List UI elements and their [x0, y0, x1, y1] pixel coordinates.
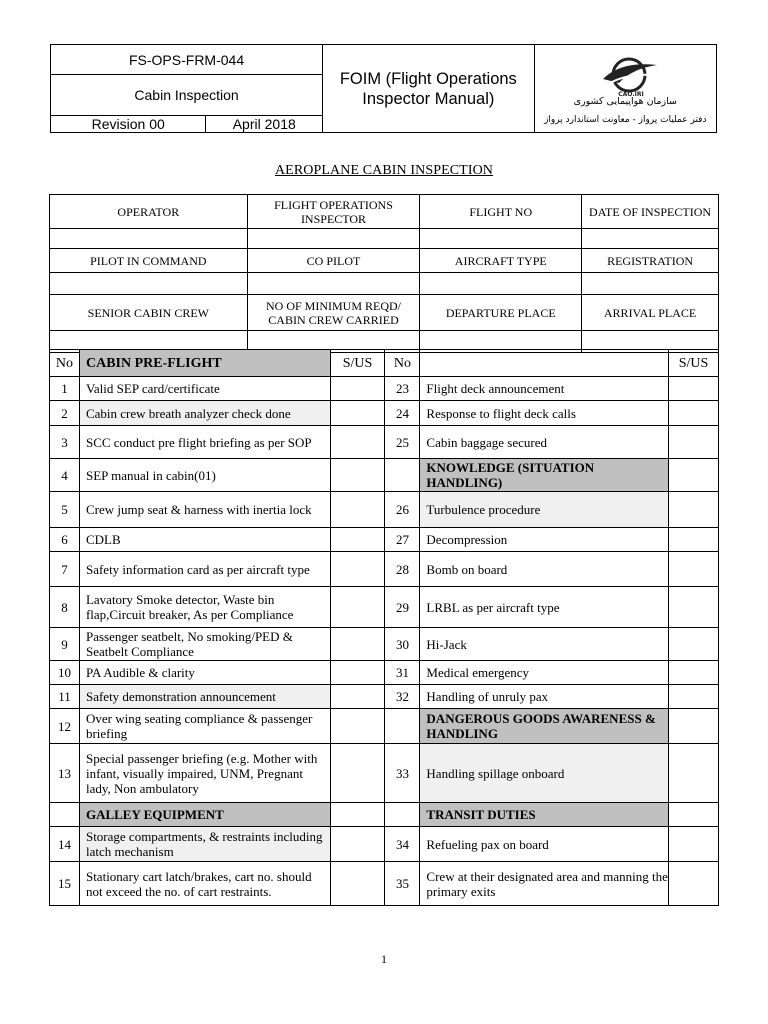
status-cell[interactable] — [669, 528, 719, 552]
status-cell[interactable] — [669, 661, 719, 685]
status-cell[interactable] — [669, 492, 719, 528]
status-cell[interactable] — [330, 459, 385, 492]
item-number — [385, 803, 420, 827]
item-text: Handling spillage onboard — [420, 744, 669, 803]
section-heading: KNOWLEDGE (SITUATION HANDLING) — [420, 459, 669, 492]
item-number: 10 — [50, 661, 80, 685]
inspector-field[interactable] — [247, 229, 420, 249]
item-text: Safety information card as per aircraft type — [79, 552, 330, 587]
manual-title: FOIM (Flight Operations Inspector Manual) — [323, 45, 534, 133]
status-cell[interactable] — [669, 587, 719, 628]
item-text: Cabin crew breath analyzer check done — [79, 401, 330, 426]
item-text: Hi-Jack — [420, 628, 669, 661]
item-text: Valid SEP card/certificate — [79, 377, 330, 401]
status-cell[interactable] — [669, 709, 719, 744]
item-number: 7 — [50, 552, 80, 587]
dept-name-fa: دفتر عملیات پرواز - معاونت استاندارد پرواز — [544, 115, 707, 125]
aircraft-type-field[interactable] — [420, 273, 582, 295]
item-number: 2 — [50, 401, 80, 426]
info-header: DATE OF INSPECTION — [582, 195, 719, 229]
status-cell[interactable] — [330, 661, 385, 685]
status-cell[interactable] — [669, 552, 719, 587]
status-cell[interactable] — [330, 528, 385, 552]
organization-block — [534, 45, 716, 133]
checklist-row — [50, 459, 719, 492]
item-text: Over wing seating compliance & passenger briefing — [79, 709, 330, 744]
item-text: SEP manual in cabin(01) — [79, 459, 330, 492]
item-number: 5 — [50, 492, 80, 528]
info-header: REGISTRATION — [582, 249, 719, 273]
info-header: ARRIVAL PLACE — [582, 295, 719, 331]
item-number — [385, 459, 420, 492]
status-cell[interactable] — [330, 685, 385, 709]
status-cell[interactable] — [669, 401, 719, 426]
item-number: 14 — [50, 827, 80, 862]
item-text: Passenger seatbelt, No smoking/PED & Seatbelt Compliance — [79, 628, 330, 661]
item-number: 15 — [50, 862, 80, 906]
item-number: 13 — [50, 744, 80, 803]
item-number: 31 — [385, 661, 420, 685]
item-number: 30 — [385, 628, 420, 661]
section-heading: TRANSIT DUTIES — [420, 803, 669, 827]
item-text: LRBL as per aircraft type — [420, 587, 669, 628]
info-header: PILOT IN COMMAND — [50, 249, 248, 273]
status-cell[interactable] — [669, 862, 719, 906]
page-number: 1 — [381, 952, 387, 966]
checklist-row — [50, 827, 719, 862]
inspection-date-field[interactable] — [582, 229, 719, 249]
status-cell[interactable] — [669, 744, 719, 803]
registration-field[interactable] — [582, 273, 719, 295]
info-header-row — [50, 195, 719, 229]
item-text: Bomb on board — [420, 552, 669, 587]
item-text: Handling of unruly pax — [420, 685, 669, 709]
status-cell[interactable] — [669, 827, 719, 862]
checklist-row — [50, 628, 719, 661]
status-cell[interactable] — [330, 628, 385, 661]
info-header: SENIOR CABIN CREW — [50, 295, 248, 331]
status-cell[interactable] — [330, 401, 385, 426]
item-text: Crew at their designated area and manning the primary exits — [420, 862, 669, 906]
checklist-row — [50, 401, 719, 426]
status-cell[interactable] — [669, 685, 719, 709]
form-name: Cabin Inspection — [51, 75, 323, 116]
checklist-header-row — [50, 350, 719, 377]
item-text: Stationary cart latch/brakes, cart no. should not exceed the no. of cart restraints. — [79, 862, 330, 906]
checklist-row — [50, 377, 719, 401]
status-cell[interactable] — [330, 827, 385, 862]
item-text: Storage compartments, & restraints including latch mechanism — [79, 827, 330, 862]
section-heading: DANGEROUS GOODS AWARENESS & HANDLING — [420, 709, 669, 744]
item-number — [50, 803, 80, 827]
status-cell[interactable] — [330, 587, 385, 628]
checklist-row — [50, 426, 719, 459]
item-text: CDLB — [79, 528, 330, 552]
status-cell[interactable] — [330, 377, 385, 401]
status-cell[interactable] — [669, 377, 719, 401]
status-cell[interactable] — [330, 744, 385, 803]
inspection-checklist — [49, 349, 719, 906]
item-number: 28 — [385, 552, 420, 587]
item-number: 33 — [385, 744, 420, 803]
item-text: Cabin baggage secured — [420, 426, 669, 459]
checklist-row — [50, 528, 719, 552]
co-pilot-field[interactable] — [247, 273, 420, 295]
status-cell[interactable] — [330, 552, 385, 587]
item-text: SCC conduct pre flight briefing as per SOP — [79, 426, 330, 459]
status-cell[interactable] — [330, 803, 385, 827]
checklist-row — [50, 862, 719, 906]
item-number: 26 — [385, 492, 420, 528]
item-text: Medical emergency — [420, 661, 669, 685]
info-header-row — [50, 249, 719, 273]
status-cell[interactable] — [330, 862, 385, 906]
item-number: 9 — [50, 628, 80, 661]
info-header: OPERATOR — [50, 195, 248, 229]
item-text: Lavatory Smoke detector, Waste bin flap,Circuit breaker, As per Compliance — [79, 587, 330, 628]
checklist-row — [50, 744, 719, 803]
document-header — [50, 44, 717, 133]
item-text: PA Audible & clarity — [79, 661, 330, 685]
logo-text: CAO.IRI — [617, 91, 644, 97]
info-value-row — [50, 273, 719, 295]
status-cell[interactable] — [669, 459, 719, 492]
flight-no-field[interactable] — [420, 229, 582, 249]
checklist-row — [50, 492, 719, 528]
info-header-row — [50, 295, 719, 331]
item-number: 6 — [50, 528, 80, 552]
column-header-no: No — [385, 350, 420, 377]
item-number: 8 — [50, 587, 80, 628]
item-text: Flight deck announcement — [420, 377, 669, 401]
page-title-text: AEROPLANE CABIN INSPECTION — [274, 163, 494, 178]
org-name-fa: سازمان هواپیمایی کشوری — [573, 96, 677, 107]
form-code: FS-OPS-FRM-044 — [51, 45, 323, 75]
checklist-row — [50, 803, 719, 827]
item-number: 3 — [50, 426, 80, 459]
info-header: AIRCRAFT TYPE — [420, 249, 582, 273]
item-text: Special passenger briefing (e.g. Mother with infant, visually impaired, UNM, Pregnant lady, Non ambulatory — [79, 744, 330, 803]
status-cell[interactable] — [330, 709, 385, 744]
checklist-row — [50, 552, 719, 587]
info-header: CO PILOT — [247, 249, 420, 273]
revision-date: April 2018 — [206, 116, 323, 133]
column-header-sus: S/US — [330, 350, 385, 377]
operator-field[interactable] — [50, 229, 248, 249]
item-number: 1 — [50, 377, 80, 401]
revision: Revision 00 — [51, 116, 206, 133]
item-text: Response to flight deck calls — [420, 401, 669, 426]
item-number — [385, 709, 420, 744]
section-heading: CABIN PRE-FLIGHT — [79, 350, 330, 377]
info-header: DEPARTURE PLACE — [420, 295, 582, 331]
item-text: Crew jump seat & harness with inertia lock — [79, 492, 330, 528]
item-number: 23 — [385, 377, 420, 401]
status-cell[interactable] — [669, 628, 719, 661]
item-text: Turbulence procedure — [420, 492, 669, 528]
item-number: 11 — [50, 685, 80, 709]
checklist-row — [50, 685, 719, 709]
status-cell[interactable] — [330, 426, 385, 459]
pilot-in-command-field[interactable] — [50, 273, 248, 295]
column-header-sus: S/US — [669, 350, 719, 377]
status-cell[interactable] — [669, 426, 719, 459]
item-text: Safety demonstration announcement — [79, 685, 330, 709]
column-header-no: No — [50, 350, 80, 377]
info-header: FLIGHT OPERATIONS INSPECTOR — [247, 195, 420, 229]
status-cell[interactable] — [330, 492, 385, 528]
checklist-row — [50, 709, 719, 744]
page-title — [0, 163, 768, 179]
item-text: Refueling pax on board — [420, 827, 669, 862]
caoiri-logo-icon — [601, 49, 659, 97]
item-number: 27 — [385, 528, 420, 552]
item-number: 32 — [385, 685, 420, 709]
checklist-row — [50, 587, 719, 628]
info-header: NO OF MINIMUM REQD/ CABIN CREW CARRIED — [247, 295, 420, 331]
section-heading: GALLEY EQUIPMENT — [79, 803, 330, 827]
item-number: 12 — [50, 709, 80, 744]
info-value-row — [50, 229, 719, 249]
item-number: 35 — [385, 862, 420, 906]
status-cell[interactable] — [669, 803, 719, 827]
item-number: 34 — [385, 827, 420, 862]
flight-info-table — [49, 194, 719, 353]
item-number: 24 — [385, 401, 420, 426]
item-number: 4 — [50, 459, 80, 492]
item-number: 29 — [385, 587, 420, 628]
checklist-row — [50, 661, 719, 685]
item-text: Decompression — [420, 528, 669, 552]
info-header: FLIGHT NO — [420, 195, 582, 229]
item-number: 25 — [385, 426, 420, 459]
